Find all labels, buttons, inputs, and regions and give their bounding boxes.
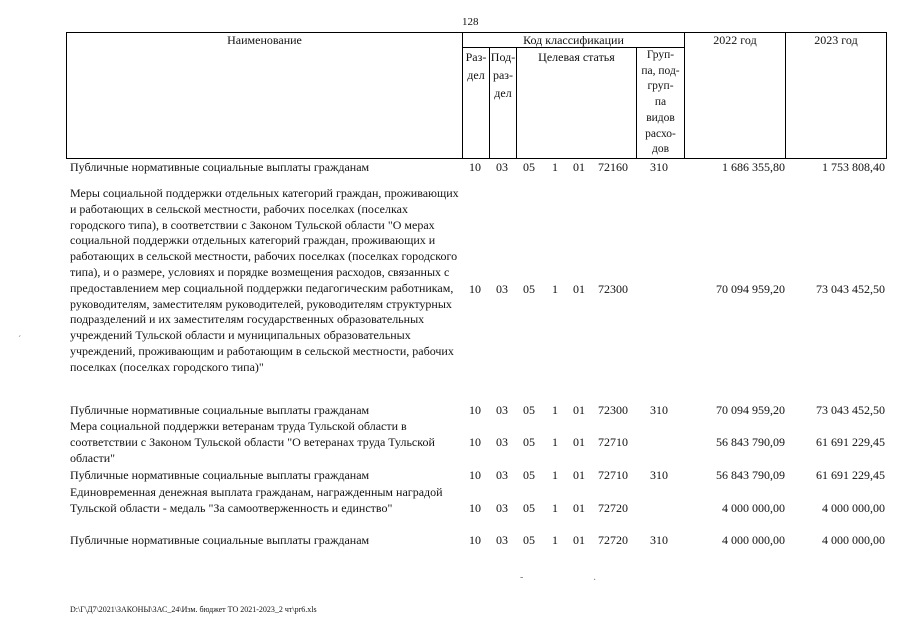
cell-target-4: 72300 — [598, 282, 628, 296]
header-razdel — [463, 48, 489, 84]
header-group-line-6: расхо- — [645, 127, 676, 140]
table-row — [0, 485, 905, 533]
cell-razdel: 10 — [469, 160, 481, 175]
table-row — [0, 419, 905, 467]
cell-target-3: 01 — [573, 435, 585, 449]
header-target-article: Целевая статья — [538, 50, 615, 64]
cell-razdel: 10 — [469, 533, 481, 548]
table-row — [0, 186, 905, 392]
cell-value-2023: 1 753 808,40 — [822, 160, 885, 175]
cell-podrazdel: 03 — [496, 160, 508, 175]
cell-target-1: 05 — [523, 435, 535, 449]
header-group-line-4: па — [654, 96, 667, 109]
cell-podrazdel: 03 — [496, 403, 508, 418]
col-divider-code — [684, 32, 685, 158]
row-name: Меры социальной поддержки отдельных категорий граждан, проживающих и работающих в сельской местности, рабочих поселках (поселках городского типа), в соответствии с Законом Тульской области "О мерах социальной поддержки отдельных категорий граждан, проживающих и работающих в сельской местности, рабочих поселках (поселках городского типа), и о размере, условиях и порядке возмещения расходов, связанных с предоставлением мер социальной поддержки педагогическим работникам, руководителям, заместителям руководителей, руководителям структурных подразделений и их заместителям государственных образовательных учреждений Тульской области и муниципальных образовательных учреждений, проживающим и работающим в сельской местности, рабочих поселках (поселках городского типа)" — [70, 186, 459, 374]
cell-podrazdel: 03 — [496, 435, 508, 449]
table-row — [0, 468, 905, 484]
cell-value-2022: 70 094 959,20 — [716, 282, 785, 296]
table-row — [0, 533, 905, 549]
cell-razdel: 10 — [469, 435, 481, 449]
row-name: Публичные нормативные социальные выплаты гражданам — [70, 403, 370, 417]
cell-razdel: 10 — [469, 403, 481, 418]
header-right-border — [886, 32, 887, 158]
header-podrazdel-line-1: Под- — [490, 50, 516, 64]
cell-target-2: 1 — [552, 403, 558, 418]
header-razdel-line-2: дел — [467, 68, 485, 82]
header-podrazdel-line-3: дел — [494, 86, 512, 100]
row-name: Публичные нормативные социальные выплаты гражданам — [70, 468, 370, 482]
cell-target-3: 01 — [573, 282, 585, 296]
cell-group: 310 — [650, 468, 668, 483]
cell-value-2022: 1 686 355,80 — [722, 160, 785, 175]
table-row — [0, 160, 905, 176]
cell-target-1: 05 — [523, 282, 535, 296]
cell-value-2023: 4 000 000,00 — [822, 533, 885, 548]
cell-target-1: 05 — [523, 501, 535, 515]
cell-target-3: 01 — [573, 533, 585, 548]
header-podrazdel-line-2: раз- — [492, 68, 514, 82]
scan-speck: - — [520, 572, 524, 583]
header-group — [637, 48, 684, 158]
scan-speck: ˊ — [18, 335, 22, 346]
cell-target-4: 72720 — [598, 501, 628, 515]
cell-group: 310 — [650, 533, 668, 548]
cell-target-1: 05 — [523, 403, 535, 418]
cell-podrazdel: 03 — [496, 468, 508, 483]
page-number: 128 — [462, 16, 479, 28]
cell-podrazdel: 03 — [496, 282, 508, 296]
cell-target-2: 1 — [552, 282, 558, 296]
cell-group: 310 — [650, 160, 668, 175]
cell-value-2023: 61 691 229,45 — [816, 435, 885, 449]
cell-target-4: 72720 — [598, 533, 628, 548]
cell-target-4: 72710 — [598, 435, 628, 449]
cell-group: 310 — [650, 403, 668, 418]
header-left-border — [66, 32, 67, 158]
cell-target-3: 01 — [573, 468, 585, 483]
cell-razdel: 10 — [469, 501, 481, 515]
cell-target-2: 1 — [552, 468, 558, 483]
header-group-line-3: груп- — [647, 80, 674, 93]
cell-target-3: 01 — [573, 160, 585, 175]
row-name: Публичные нормативные социальные выплаты гражданам — [70, 533, 370, 547]
header-group-line-1: Груп- — [646, 49, 675, 61]
row-name: Публичные нормативные социальные выплаты гражданам — [70, 160, 370, 174]
cell-target-3: 01 — [573, 403, 585, 418]
header-name: Наименование — [227, 33, 302, 47]
cell-value-2023: 4 000 000,00 — [822, 501, 885, 515]
header-group-line-2: па, под- — [641, 64, 680, 77]
cell-podrazdel: 03 — [496, 533, 508, 548]
header-year-2022: 2022 год — [713, 33, 757, 47]
header-year-2023: 2023 год — [814, 33, 858, 47]
cell-value-2022: 56 843 790,09 — [716, 435, 785, 449]
table-row — [0, 403, 905, 419]
cell-target-1: 05 — [523, 468, 535, 483]
cell-target-3: 01 — [573, 501, 585, 515]
row-name: Мера социальной поддержки ветеранам труда Тульской области в соответствии с Законом Тульской области "О ветеранах труда Тульской области" — [70, 419, 435, 465]
cell-value-2022: 4 000 000,00 — [722, 533, 785, 548]
cell-value-2022: 4 000 000,00 — [722, 501, 785, 515]
cell-target-4: 72300 — [598, 403, 628, 418]
cell-podrazdel: 03 — [496, 501, 508, 515]
cell-target-4: 72160 — [598, 160, 628, 175]
cell-target-2: 1 — [552, 501, 558, 515]
header-razdel-line-1: Раз- — [465, 50, 487, 64]
cell-target-2: 1 — [552, 160, 558, 175]
row-name: Единовременная денежная выплата гражданам, награжденным наградой Тульской области - медаль "За самоотверженность и единство" — [70, 485, 443, 515]
cell-razdel: 10 — [469, 282, 481, 296]
header-group-line-7: дов — [651, 143, 670, 156]
header-code-classification: Код классификации — [523, 33, 624, 47]
cell-razdel: 10 — [469, 468, 481, 483]
cell-value-2023: 61 691 229,45 — [816, 468, 885, 483]
cell-target-2: 1 — [552, 533, 558, 548]
col-divider-2022 — [785, 32, 786, 158]
cell-value-2023: 73 043 452,50 — [816, 282, 885, 296]
header-group-line-5: видов — [646, 111, 675, 124]
cell-value-2022: 70 094 959,20 — [716, 403, 785, 418]
footer-file-path: D:\Г\Д7\2021\ЗАКОНЫ\ЗАС_24\Изм. бюджет ТО 2021-2023_2 чт\pr6.xls — [70, 605, 317, 614]
cell-value-2022: 56 843 790,09 — [716, 468, 785, 483]
scan-speck: · — [593, 575, 597, 586]
header-podrazdel — [490, 48, 516, 102]
header-bottom-border — [66, 158, 887, 159]
cell-target-1: 05 — [523, 533, 535, 548]
cell-value-2023: 73 043 452,50 — [816, 403, 885, 418]
cell-target-1: 05 — [523, 160, 535, 175]
cell-target-4: 72710 — [598, 468, 628, 483]
cell-target-2: 1 — [552, 435, 558, 449]
